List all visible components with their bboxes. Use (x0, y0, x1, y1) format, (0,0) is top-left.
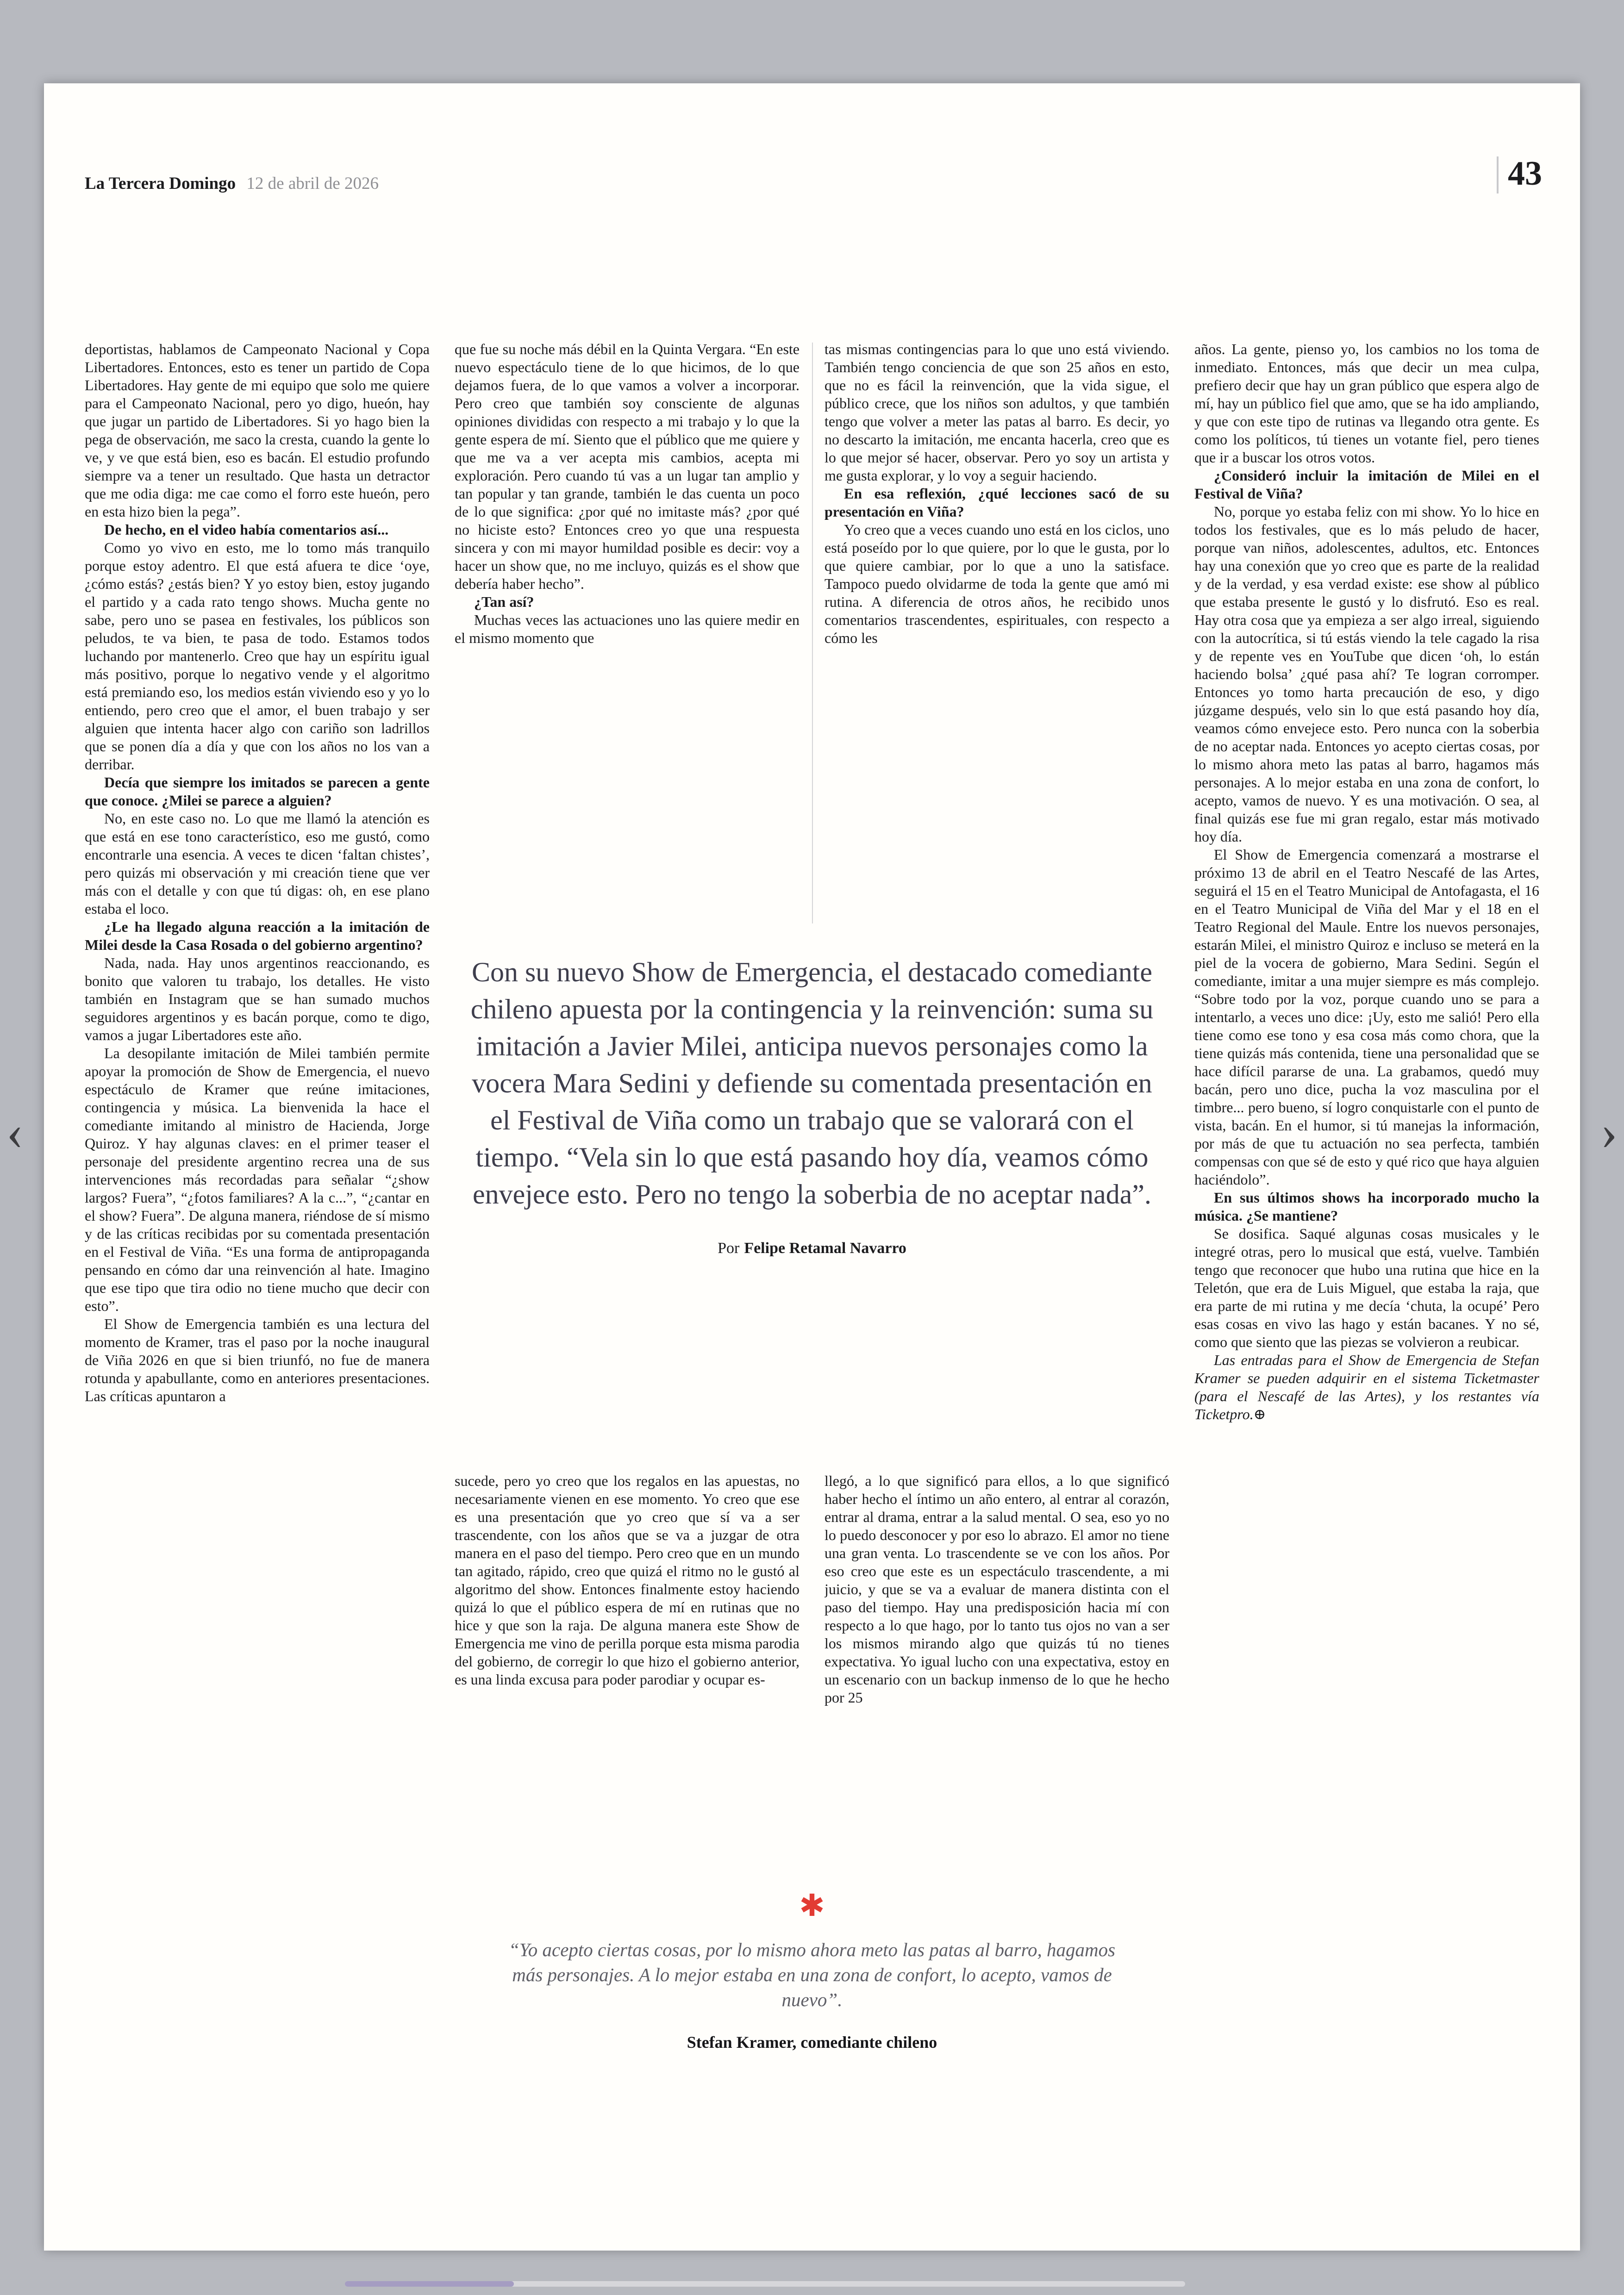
previous-page-button[interactable]: ‹ (6, 1104, 24, 1160)
article-paragraph: que fue su noche más débil en la Quinta Vergara. “En este nuevo espectáculo tiene de lo que hicimos, de lo que dejamos fuera, de lo que vamos a volver a incorporar. Pero creo que también soy consciente de algunas opiniones divididas con respecto a mi trabajo y lo que la gente espera de mí. Siento que el público que me quiere y que me va a ver acepta mis cambios, acepta mi exploración. Pero cuando tú vas a un lugar tan amplio y tan popular y tan grande, también le das cuenta un poco de lo que significa: ¿por qué no imitaste más? ¿por qué no hiciste esto? Entonces creo yo que una respuesta sincera y con mi mayor humildad posible es decir: voy a hacer un show que, no me incluyo, quizás es el show que debería haber hecho”. (455, 341, 800, 592)
highlight-quote-block (455, 1891, 1169, 2052)
interview-question: ¿Tan así? (474, 593, 534, 610)
article-paragraph: Como yo vivo en esto, me lo tomo más tranquilo porque estoy adentro. El que está afuera te dice ‘oye, ¿cómo estás? ¿estás bien? Y yo estoy bien, estoy jugando el partido y a cada rato tengo shows. Mucha gente no sabe, pero uno se pasea en festivales, los públicos son peludos, te va bien, te pasa de todo. Estamos todos luchando por mantenerlo. Creo que hay un espíritu igual más positivo, porque lo negativo vende y el algoritmo está premiando eso, los medios están viviendo eso y yo lo entiendo, pero creo que el amor, el buen trabajo y ser alguien que intenta hacer algo con cariño son ladrillos que se ponen día a día y que con los años no los van a derribar. (85, 539, 430, 773)
interview-question: De hecho, en el video había comentarios así... (104, 521, 389, 538)
article-paragraph: La desopilante imitación de Milei también permite apoyar la promoción de Show de Emergencia, el nuevo espectáculo de Kramer que reúne imitaciones, contingencia y música. La bienvenida la hace el comediante imitando al ministro de Hacienda, Jorge Quiroz. Y hay algunas claves: en el primer teaser el personaje del presidente argentino recrea una de sus intervenciones más recordadas para señalar “¿show largos? Fuera”, “¿fotos familiares? A la c...”, “¿cantar en el show? Fuera”. De alguna manera, riéndose de sí mismo y de las críticas recibidas por su comentada presentación en el Festival de Viña. “Es una forma de antipropaganda pensando en cómo dar una reinvención al hate. Imagino que ese tipo que tira odio no tiene mucho que decir con esto”. (85, 1045, 430, 1314)
article-column-2-bottom (455, 1472, 800, 1889)
edition-date: 12 de abril de 2026 (246, 174, 379, 193)
interview-question: En esa reflexión, ¿qué lecciones sacó de su presentación en Viña? (824, 485, 1169, 520)
article-paragraph: sucede, pero yo creo que los regalos en las apuestas, no necesariamente vienen en ese momento. Yo creo que ese es una presentación que yo creo que sí va a ser trascendente, con los años que se va a juzgar de otra manera en el paso del tiempo. Pero creo que en un mundo tan agitado, rápido, creo que quizá el ritmo no le gustó al algoritmo del show. Entonces finalmente estoy haciendo quizá lo que el público espera de mí en rutinas que no hice y que son la raja. De alguna manera este Show de Emergencia me vino de perilla porque esta misma parodia del gobierno, de corregir lo que hizo el gobierno anterior, es una linda excusa para poder parodiar y ocupar es- (455, 1472, 800, 1688)
article-paragraph: deportistas, hablamos de Campeonato Nacional y Copa Libertadores. Entonces, esto es tener un partido de Copa Libertadores. Hay gente de mi equipo que solo me quiere para el Campeonato Nacional, pero yo digo, hueón, hay que jugar un partido de Libertadores. Si yo hago bien la pega de observación, me saco la cresta, cuando la gente lo ve, y ve que está bien, eso es bacán. El estudio profundo siempre va a tener un resultado. Que hasta un detractor que me odia diga: me cae como el forro este hueón, pero en esta hizo bien la pega”. (85, 341, 430, 520)
newspaper-page (44, 83, 1580, 2251)
interview-question: Decía que siempre los imitados se parecen a gente que conoce. ¿Milei se parece a alguien? (85, 774, 430, 809)
newspaper-title: La Tercera Domingo (85, 174, 236, 193)
pull-quote-block (455, 954, 1169, 1257)
article-paragraph: El Show de Emergencia también es una lectura del momento de Kramer, tras el paso por la noche inaugural de Viña 2026 en que si bien triunfó, no fue de manera rotunda y apabullante, como en anteriores presentaciones. Las críticas apuntaron a (85, 1316, 430, 1404)
interview-question: En sus últimos shows ha incorporado mucho la música. ¿Se mantiene? (1194, 1189, 1539, 1224)
page-number-divider (1497, 156, 1499, 193)
article-paragraph: El Show de Emergencia comenzará a mostrarse el próximo 13 de abril en el Teatro Nescafé de las Artes, seguirá el 15 en el Teatro Municipal de Antofagasta, el 16 en el Teatro Municipal de Viña del Mar y el 18 en el Teatro Regional del Maule. Entre los nuevos personajes, estarán Milei, el ministro Quiroz e incluso se meterá en la piel de la vocera de gobierno, Mara Sedini. Según el comediante, imitar a una mujer siempre es más complejo. “Sobre todo por la voz, porque cuando uno se para a intentarlo, a veces uno dice: ¡Uy, esto me salió! Pero ella tiene como ese tono y esa cosa más como chora, que la tiene quizás más contenida, tiene una personalidad que se hace difícil pararse de una. La grabamos, quedó muy bacán, pero uno dice, pucha la voz masculina por el timbre... pero bueno, sí logro conquistarle con el punto de vista, bacán. En el humor, si tú manejas la información, por más de que tu actuación no sea perfecta, también compensas con que sé de esto y qué rico que haya alguien haciéndolo”. (1194, 846, 1539, 1188)
article-paragraph: Muchas veces las actuaciones uno las quiere medir en el mismo momento que (455, 611, 800, 646)
byline-author: Felipe Retamal Navarro (744, 1240, 906, 1257)
article-paragraph: Se dosifica. Saqué algunas cosas musicales y le integré otras, pero lo musical que está, vuelve. También tengo que reconocer que hubo una rutina que hice en la Teletón, que era de Luis Miguel, que estaba la raja, que era parte de mi rutina y me decía ‘chuta, la ocupé’ Pero esas cosas en vivo las hago y están bacanes. Y no sé, como que siento que las piezas se volvieron a reubicar. (1194, 1225, 1539, 1350)
byline-prefix: Por (718, 1240, 740, 1257)
masthead (85, 174, 379, 193)
interview-question: ¿Le ha llegado alguna reacción a la imitación de Milei desde la Casa Rosada o del gobierno argentino? (85, 918, 430, 953)
article-paragraph: No, porque yo estaba feliz con mi show. Yo lo hice en todos los festivales, que es lo más peludo de hacer, porque van niños, adolescentes, adultos, etc. Entonces hay una conexión que yo creo que es parte de la realidad y de la verdad, y esa verdad existe: ese show al público que estaba presente le gustó y lo disfrutó. Eso es real. Hay otra cosa que ya empieza a ser algo irreal, siguiendo con la autocrítica, si tú estás viendo la tele cagado la risa y de repente ves en YouTube que dicen ‘oh, lo están haciendo bolsa’ ¿qué pasa ahí? Te logran corromper. Entonces yo tomo harta precaución de eso, y digo júzgame después, velo sin lo que está pasando hoy día, veamos cómo envejece esto. Pero nunca con la soberbia de no aceptar nada. Entonces yo acepto ciertas cosas, por lo mismo ahora meto las patas al barro, hagamos más personajes. A lo mejor estaba en una zona de confort, lo acepto, vamos de nuevo. Y es una motivación. O sea, al final quizás ese fue mi gran regalo, estar más motivado hoy día. (1194, 503, 1539, 845)
article-column-4 (1194, 340, 1539, 2236)
article-paragraph: Las entradas para el Show de Emergencia de Stefan Kramer se pueden adquirir en el sistema Ticketmaster (para el Nescafé de las Artes), y los restantes vía Ticketpro.⊕ (1194, 1352, 1539, 1422)
article-paragraph: tas mismas contingencias para lo que uno está viviendo. También tengo conciencia de que son 25 años en esto, que no es fácil la reinvención, que la vida sigue, el público crece, que los niños son adultos, y que también tengo que volver a meter las patas al barro. Es decir, yo no descarto la imitación, me encanta hacerla, creo que es lo que mejor sé hacer, observar. Pero yo soy un artista y me gusta explorar, y lo voy a seguir haciendo. (824, 341, 1169, 484)
article-column-1 (85, 340, 430, 2236)
article-paragraph: Yo creo que a veces cuando uno está en los ciclos, uno está poseído por lo que quiere, por lo que le gusta, por lo que quiere cambiar, por lo que a uno la satisface. Tampoco puedo olvidarme de toda la gente que amó mi rutina. A diferencia de otros años, he recibido unos comentarios trascendentes, espirituales, con respecto a cómo les (824, 521, 1169, 646)
scrollbar-thumb[interactable] (345, 2281, 514, 2287)
quote-attribution: Stefan Kramer, comediante chileno (687, 2033, 937, 2052)
page-number-block (1497, 156, 1542, 193)
column-divider-rule (812, 343, 813, 923)
article-column-2-top (455, 340, 800, 942)
pull-quote: Con su nuevo Show de Emergencia, el destacado comediante chileno apuesta por la contingencia y la reinvención: suma su imitación a Javier Milei, anticipa nuevos personajes como la vocera Mara Sedini y defiende su comentada presentación en el Festival de Viña como un trabajo que se valorará con el tiempo. “Vela sin lo que está pasando hoy día, veamos cómo envejece esto. Pero no tengo la soberbia de no aceptar nada”. (470, 957, 1154, 1210)
next-page-button[interactable]: › (1600, 1104, 1618, 1160)
article-paragraph: llegó, a lo que significó para ellos, a lo que significó haber hecho el íntimo un año entero, al entrar al corazón, entrar al drama, entrar a la salud mental. O sea, eso yo no lo puedo desconocer y por eso lo abrazo. El amor no tiene una gran venta. Lo trascendente se ve con los años. Por eso creo que este es un espectáculo trascendente, a mi juicio, y que se va a evaluar de manera distinta con el paso del tiempo. Hay una predisposición hacia mí con respecto a lo que hago, por lo tanto tus ojos no van a ser los mismos mirando algo que quizás tú no tienes expectativa. Yo igual lucho con una expectativa, estoy en un escenario con un backup inmenso de lo que he hecho por 25 (824, 1472, 1169, 1706)
horizontal-scrollbar[interactable] (345, 2281, 1185, 2287)
article-column-3-bottom (824, 1472, 1169, 1889)
article-paragraph: No, en este caso no. Lo que me llamó la atención es que está en ese tono característico, eso me gustó, como encontrarle una esencia. A veces te dicen ‘faltan chistes’, pero quizás mi observación y mi creación tiene que ver más con el detalle y con que tú digas: oh, en ese plano estaba el loco. (85, 810, 430, 917)
highlight-quote: “Yo acepto ciertas cosas, por lo mismo ahora meto las patas al barro, hagamos más personajes. A lo mejor estaba en una zona de confort, lo acepto, vamos de nuevo”. (508, 1939, 1116, 2010)
article-paragraph: años. La gente, pienso yo, los cambios no los toma de inmediato. Entonces, más que decir un mea culpa, prefiero decir que hay un gran público que espera algo de mí, hay un público fiel que amo, que se ha ido ampliando, y que con este tipo de rutinas va llegando otra gente. Es como los políticos, tú tienes un votante fiel, pero tienes que ir a buscar los otros votos. (1194, 341, 1539, 466)
page-number: 43 (1508, 155, 1542, 193)
byline (455, 1240, 1169, 1257)
interview-question: ¿Consideró incluir la imitación de Milei en el Festival de Viña? (1194, 467, 1539, 502)
article-paragraph: Nada, nada. Hay unos argentinos reaccionando, es bonito que valoren tu trabajo, los detalles. He visto también en Instagram que se han sumado muchos seguidores argentinos y es bacán porque, como te digo, vamos a jugar Libertadores este año. (85, 954, 430, 1043)
article-column-3-top (824, 340, 1169, 942)
asterisk-icon: ✱ (799, 1889, 825, 1923)
